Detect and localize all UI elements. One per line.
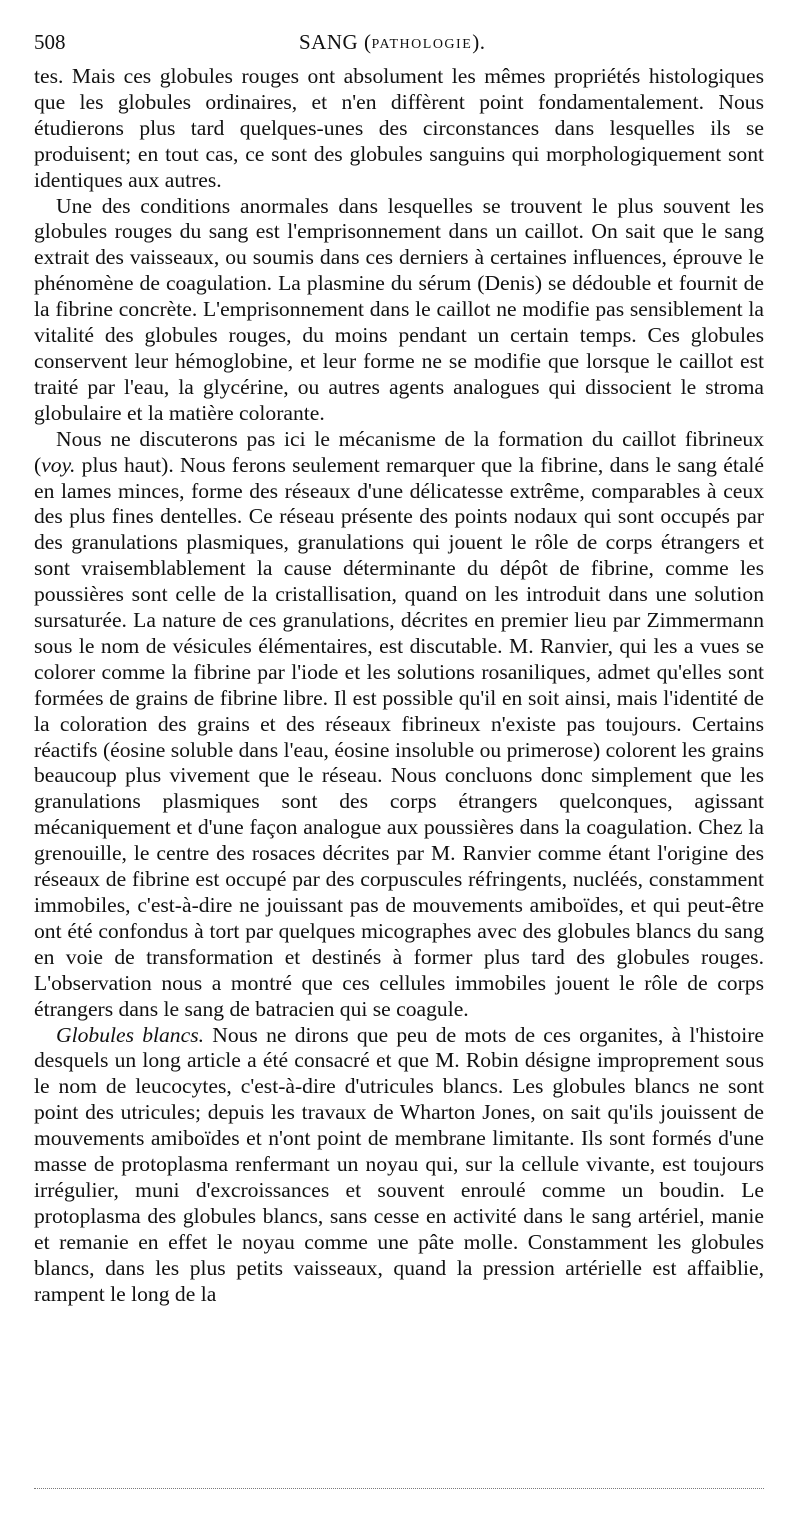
paragraph-continuation: tes. Mais ces globules rouges ont absolument les mêmes propriétés histologiques que les globules ordinaires, et n'en diffèrent point fondamentalement. Nous étudierons plus tard quelques-unes des circonstances dans lesquelles ils se produisent; en tout cas, ce sont des globules sanguins qui morphologiquement sont identiques aux autres. [34, 64, 764, 192]
paragraph-white-globules-text: Nous ne dirons que peu de mots de ces organites, à l'histoire desquels un long article a été consacré et que M. Robin désigne improprement sous le nom de leucocytes, c'est-à-dire d'utricules blancs. Les globules blancs ne sont point des utricules; depuis les travaux de Wharton Jones, on sait qu'ils jouissent de mouvements amiboïdes et n'ont point de membrane limitante. Ils sont formés d'une masse de protoplasma renfermant un noyau qui, sur la cellule vivante, est toujours irrégulier, muni d'excroissances et souvent enroulé comme un boudin. Le protoplasma des globules blancs, sans cesse en activité dans le sang artériel, manie et remanie en effet le noyau comme une pâte molle. Constamment les globules blancs, dans les plus petits vaisseaux, quand la pression artérielle est affaiblie, rampent le long de la [34, 1022, 764, 1306]
paragraph-fibrin-network [34, 427, 764, 1023]
running-title-open: ( [358, 30, 372, 54]
section-heading-globules-blancs: Globules blancs. [56, 1022, 204, 1047]
paragraph-white-globules [34, 1023, 764, 1308]
paragraph-fibrin-network-text-b: plus haut). Nous ferons seulement remarquer que la fibrine, dans le sang étalé en lames minces, forme des réseaux d'une délicatesse extrême, comparables à ceux des plus fines dentelles. Ce réseau présente des points nodaux qui sont occupés par des granulations plasmiques, granulations qui jouent le rôle de corps étrangers et sont vraisemblablement la cause déterminante du dépôt de fibrine, comme les poussières sont celle de la cristallisation, quand on les introduit dans une solution sursaturée. La nature de ces granulations, décrites en premier lieu par Zimmermann sous le nom de vésicules élémentaires, est discutable. M. Ranvier, qui les a vues se colorer comme la fibrine par l'iode et les solutions rosaniliques, admet qu'elles sont formées de grains de fibrine libre. Il est possible qu'il en soit ainsi, mais l'identité de la coloration des grains et des réseaux fibrineux n'existe pas toujours. Certains réactifs (éosine soluble dans l'eau, éosine insoluble ou primerose) colorent les grains beaucoup plus vivement que le réseau. Nous concluons donc simplement que les granulations plasmiques sont des corps étrangers quelconques, agissant mécaniquement et d'une façon analogue aux poussières dans la coagulation. Chez la grenouille, le centre des rosaces décrites par M. Ranvier comme étant l'origine des réseaux de fibrine est occupé par des corpuscules réfringents, nucléés, constamment immobiles, c'est-à-dire ne jouissant pas de mouvements amiboïdes, et qui peut-être ont été confondus à tort par quelques micographes avec des globules blancs du sang en voie de transformation et destinés à former plus tard des globules rouges. L'observation nous a montré que ces cellules immobiles jouent le rôle de corps étrangers dans le sang de batracien qui se coagule. [34, 452, 764, 1021]
footer-rule [34, 1488, 764, 1489]
paragraph-coagulation: Une des conditions anormales dans lesquelles se trouvent le plus souvent les globules rouges du sang est l'emprisonnement dans un caillot. On sait que le sang extrait des vaisseaux, ou soumis dans ces derniers à certaines influences, éprouve le phénomène de coagulation. La plasmine du sérum (Denis) se dédouble et fournit de la fibrine concrète. L'emprisonnement dans le caillot ne modifie pas sensiblement la vitalité des globules rouges, du moins pendant un certain temps. Ces globules conservent leur hémoglobine, et leur forme ne se modifie que lorsque le caillot est traité par l'eau, la glycérine, ou autres agents analogues qui dissocient le stroma globulaire et la matière colorante. [34, 193, 764, 425]
page-number: 508 [34, 30, 66, 54]
running-title-sub: PATHOLOGIE [371, 37, 473, 52]
page [34, 26, 764, 1308]
running-header [34, 26, 764, 64]
paragraph-fibrin-network-text-a: Nous ne discuterons pas ici le mécanisme de la formation du caillot fibrineux ( [34, 426, 764, 477]
body-text [34, 64, 764, 1308]
running-title-close: ). [472, 30, 486, 54]
running-title [299, 30, 486, 55]
running-title-main: SANG [299, 30, 359, 54]
cross-reference-voy: voy. [41, 452, 76, 477]
